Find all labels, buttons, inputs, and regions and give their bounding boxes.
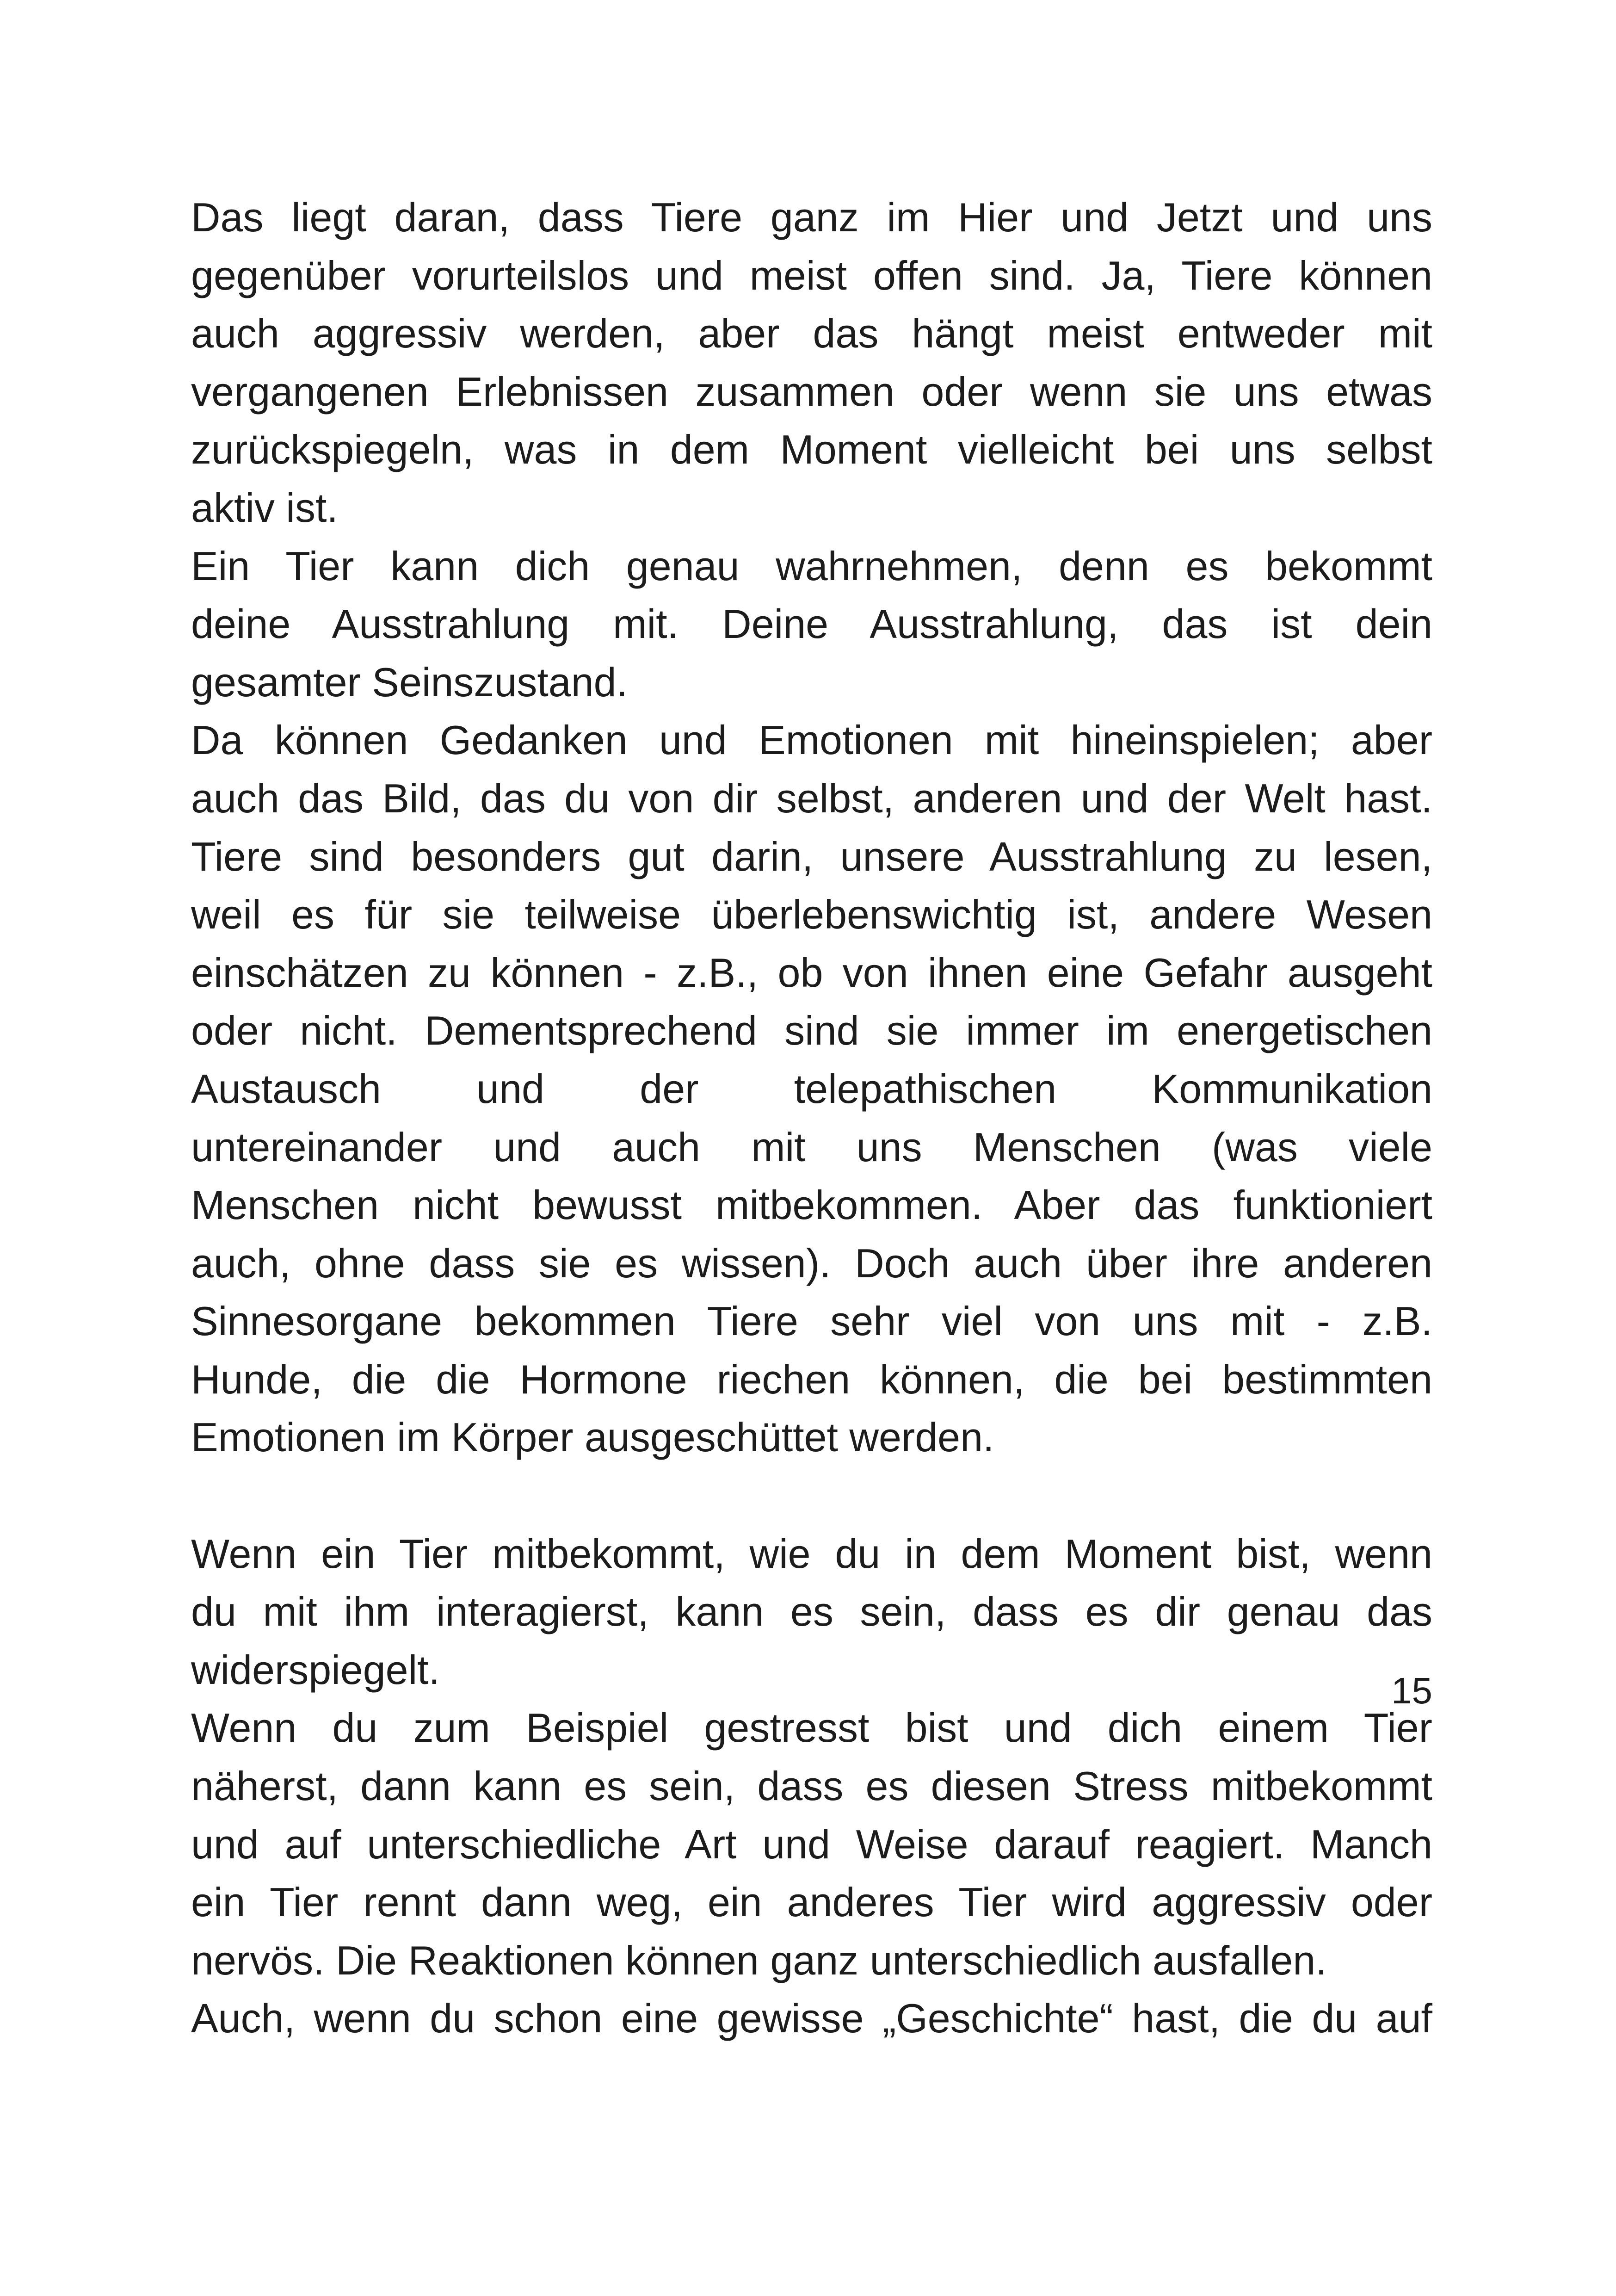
paragraph <box>191 1699 1432 1989</box>
text-line: du mit ihm interagierst, kann es sein, dass es dir genau das <box>191 1589 1432 1635</box>
text-line: ein Tier rennt dann weg, ein anderes Tier wird aggressiv oder <box>191 1879 1432 1925</box>
text-line: oder nicht. Dementsprechend sind sie immer im energetischen <box>191 1008 1432 1054</box>
text-line: Da können Gedanken und Emotionen mit hineinspielen; aber <box>191 717 1432 763</box>
text-line: gegenüber vorurteilslos und meist offen sind. Ja, Tiere können <box>191 252 1432 298</box>
text-line: Das liegt daran, dass Tiere ganz im Hier und Jetzt und uns <box>191 194 1432 240</box>
text-line: Wenn ein Tier mitbekommt, wie du in dem Moment bist, wenn <box>191 1530 1432 1577</box>
text-line: untereinander und auch mit uns Menschen (was viele <box>191 1124 1432 1170</box>
text-line: aktiv ist. <box>191 484 338 531</box>
text-line: Sinnesorgane bekommen Tiere sehr viel von uns mit - z.B. <box>191 1298 1432 1344</box>
text-line: Tiere sind besonders gut darin, unsere Ausstrahlung zu lesen, <box>191 833 1432 879</box>
paragraph <box>191 537 1432 712</box>
text-line: auch, ohne dass sie es wissen). Doch auch über ihre anderen <box>191 1240 1432 1286</box>
text-line: und auf unterschiedliche Art und Weise darauf reagiert. Manch <box>191 1821 1432 1867</box>
text-line: deine Ausstrahlung mit. Deine Ausstrahlung, das ist dein <box>191 601 1432 647</box>
text-line: einschätzen zu können - z.B., ob von ihnen eine Gefahr ausgeht <box>191 949 1432 996</box>
text-line: Emotionen im Körper ausgeschüttet werden. <box>191 1414 994 1461</box>
text-line: Austausch und der telepathischen Kommunikation <box>191 1065 1432 1112</box>
text-line: Ein Tier kann dich genau wahrnehmen, denn es bekommt <box>191 543 1432 589</box>
body-text <box>191 188 1432 2048</box>
text-line: widerspiegelt. <box>191 1646 440 1693</box>
text-line: gesamter Seinszustand. <box>191 659 628 705</box>
paragraph <box>191 1525 1432 1699</box>
text-line: Wenn du zum Beispiel gestresst bist und dich einem Tier <box>191 1705 1432 1751</box>
text-line: weil es für sie teilweise überlebenswichtig ist, andere Wesen <box>191 891 1432 938</box>
text-line: Menschen nicht bewusst mitbekommen. Aber das funktioniert <box>191 1182 1432 1228</box>
text-line: Hunde, die die Hormone riechen können, die bei bestimmten <box>191 1356 1432 1402</box>
paragraph <box>191 1989 1432 2048</box>
text-line: zurückspiegeln, was in dem Moment vielleicht bei uns selbst <box>191 427 1432 473</box>
paragraph <box>191 711 1432 1467</box>
text-line: nervös. Die Reaktionen können ganz unterschiedlich ausfallen. <box>191 1937 1327 1983</box>
text-line: näherst, dann kann es sein, dass es diesen Stress mitbekommt <box>191 1763 1432 1809</box>
page-number: 15 <box>1391 1670 1432 1711</box>
text-line: auch aggressiv werden, aber das hängt meist entweder mit <box>191 310 1432 357</box>
paragraph <box>191 188 1432 537</box>
text-line: auch das Bild, das du von dir selbst, anderen und der Welt hast. <box>191 775 1432 821</box>
text-line: vergangenen Erlebnissen zusammen oder wenn sie uns etwas <box>191 368 1432 415</box>
text-line: Auch, wenn du schon eine gewisse „Geschichte“ hast, die du auf <box>191 1995 1432 2042</box>
